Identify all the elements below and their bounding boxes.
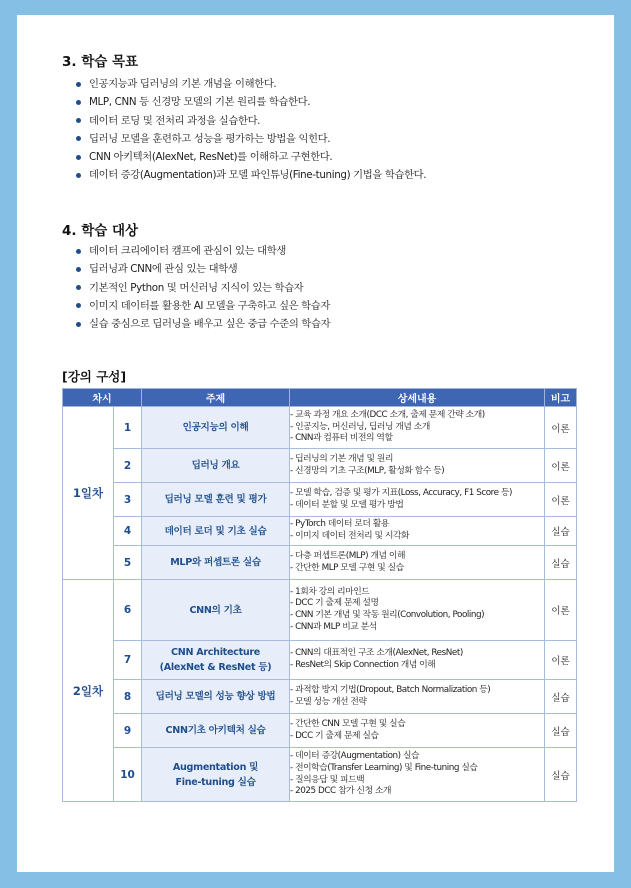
header-topic: 주제 <box>142 389 290 407</box>
bullet-icon <box>76 118 81 123</box>
session-details <box>290 580 545 641</box>
course-table <box>62 388 577 802</box>
session-note: 이론 <box>545 580 577 641</box>
list-item-text: 딥러닝 모델을 훈련하고 성능을 평가하는 방법을 익힌다. <box>89 132 331 145</box>
session-topic <box>142 714 290 748</box>
day-cell: 1일차 <box>63 407 114 580</box>
course-structure-label: [강의 구성] <box>62 369 127 384</box>
bullet-icon <box>76 173 81 178</box>
bullet-icon <box>76 322 81 327</box>
detail-line: - 전이학습(Transfer Learning) 및 Fine-tuning 실습 <box>290 762 478 773</box>
list-item <box>75 130 426 148</box>
session-note: 실습 <box>545 748 577 802</box>
target-audience-list <box>75 242 330 333</box>
session-note: 이론 <box>545 449 577 483</box>
list-item <box>75 315 330 333</box>
detail-line: - 딥러닝의 기본 개념 및 원리 <box>290 453 393 464</box>
list-item <box>75 166 426 184</box>
list-item-text: 이미지 데이터를 활용한 AI 모델을 구축하고 싶은 학습자 <box>89 299 330 312</box>
session-details <box>290 748 545 802</box>
bullet-icon <box>76 249 81 254</box>
bullet-icon <box>76 267 81 272</box>
topic-line: (AlexNet & ResNet 등) <box>159 662 272 673</box>
table-row <box>63 449 577 483</box>
detail-line: - 1회차 강의 리마인드 <box>290 586 370 597</box>
list-item <box>75 242 330 260</box>
session-number: 7 <box>114 641 142 680</box>
session-number: 5 <box>114 546 142 580</box>
table-row <box>63 680 577 714</box>
list-item-text: 데이터 크리에이터 캠프에 관심이 있는 대학생 <box>89 245 286 257</box>
session-note: 실습 <box>545 714 577 748</box>
list-item-text: 딥러닝과 CNN에 관심 있는 대학생 <box>89 263 238 276</box>
session-topic <box>142 449 290 483</box>
topic-line: Fine-tuning 실습 <box>175 776 256 788</box>
detail-line: - ResNet의 Skip Connection 개념 이해 <box>290 660 436 670</box>
session-number: 3 <box>114 483 142 517</box>
detail-line: - CNN과 컴퓨터 비전의 역할 <box>290 433 393 444</box>
session-note: 실습 <box>545 680 577 714</box>
detail-line: - DCC 기 출제 문제 실습 <box>290 730 379 741</box>
table-row <box>63 483 577 517</box>
session-topic <box>142 580 290 641</box>
list-item <box>75 260 330 278</box>
bullet-icon <box>76 100 81 105</box>
session-number: 10 <box>114 748 142 802</box>
detail-line: - 인공지능, 머신러닝, 딥러닝 개념 소개 <box>290 421 430 432</box>
detail-line: - 이미지 데이터 전처리 및 시각화 <box>290 531 410 541</box>
bullet-icon <box>76 285 81 290</box>
detail-line: - DCC 기 출제 문제 설명 <box>290 598 379 609</box>
section-target-audience-title: 4. 학습 대상 <box>62 223 139 239</box>
list-item-text: 기본적인 Python 및 머신러닝 지식이 있는 학습자 <box>89 281 304 294</box>
detail-line: - 과적합 방지 기법(Dropout, Batch Normalization 등) <box>290 684 491 695</box>
session-number: 4 <box>114 517 142 546</box>
topic-line: 인공지능의 이해 <box>182 422 249 433</box>
detail-line: - 데이터 증강(Augmentation) 실습 <box>290 751 420 762</box>
session-topic <box>142 483 290 517</box>
detail-line: - 2025 DCC 참가 신청 소개 <box>290 786 392 797</box>
session-number: 8 <box>114 680 142 714</box>
session-number: 1 <box>114 407 142 449</box>
session-details <box>290 483 545 517</box>
table-row <box>63 580 577 641</box>
topic-line: CNN Architecture <box>170 647 261 658</box>
topic-line: MLP와 퍼셉트론 실습 <box>170 557 261 568</box>
session-topic <box>142 407 290 449</box>
session-number: 2 <box>114 449 142 483</box>
session-details <box>290 546 545 580</box>
topic-line: 딥러닝 개요 <box>191 460 240 471</box>
detail-line: - 교육 과정 개요 소개(DCC 소개, 출제 문제 간략 소개) <box>290 409 485 420</box>
topic-line: 딥러닝 모델의 성능 향상 방법 <box>155 691 276 702</box>
list-item <box>75 112 426 130</box>
table-row <box>63 517 577 546</box>
session-note: 이론 <box>545 641 577 680</box>
session-topic <box>142 748 290 802</box>
day-cell: 2일차 <box>63 580 114 802</box>
list-item-text: 인공지능과 딥러닝의 기본 개념을 이해한다. <box>89 78 277 90</box>
list-item <box>75 93 426 111</box>
topic-line: 데이터 로더 및 기초 실습 <box>164 525 267 537</box>
session-number: 9 <box>114 714 142 748</box>
list-item <box>75 75 426 93</box>
session-note: 실습 <box>545 546 577 580</box>
session-topic <box>142 680 290 714</box>
list-item-text: 데이터 증강(Augmentation)과 모델 파인튜닝(Fine-tuning) 기법을 학습한다. <box>89 169 427 182</box>
detail-line: - 모델 학습, 검증 및 평가 지표(Loss, Accuracy, F1 Score 등) <box>290 487 512 498</box>
session-details <box>290 407 545 449</box>
detail-line: - 질의응답 및 피드백 <box>290 774 365 785</box>
topic-line: Augmentation 및 <box>172 761 259 773</box>
bullet-icon <box>76 82 81 87</box>
detail-line: - 데이터 분할 및 모델 평가 방법 <box>290 499 404 510</box>
header-details: 상세내용 <box>290 389 545 407</box>
table-row <box>63 714 577 748</box>
session-topic <box>142 641 290 680</box>
list-item-text: MLP, CNN 등 신경망 모델의 기본 원리를 학습한다. <box>89 96 311 109</box>
section-learning-goals-title: 3. 학습 목표 <box>62 54 139 70</box>
list-item-text: 데이터 로딩 및 전처리 과정을 실습한다. <box>89 114 261 127</box>
detail-line: - 다층 퍼셉트론(MLP) 개념 이해 <box>290 550 406 561</box>
detail-line: - 간단한 CNN 모델 구현 및 실습 <box>290 718 406 729</box>
table-row <box>63 748 577 802</box>
session-number: 6 <box>114 580 142 641</box>
detail-line: - CNN과 MLP 비교 분석 <box>290 621 377 632</box>
session-details <box>290 680 545 714</box>
bullet-icon <box>76 155 81 160</box>
detail-line: - CNN의 대표적인 구조 소개(AlexNet, ResNet) <box>290 648 463 659</box>
topic-line: CNN의 기초 <box>189 604 242 616</box>
detail-line: - 간단한 MLP 모델 구현 및 실습 <box>290 562 404 573</box>
document-page <box>17 15 614 872</box>
topic-line: 딥러닝 모델 훈련 및 평가 <box>164 494 267 505</box>
session-note: 이론 <box>545 407 577 449</box>
table-row <box>63 407 577 449</box>
course-table-header <box>63 389 577 407</box>
session-details <box>290 714 545 748</box>
session-note: 실습 <box>545 517 577 546</box>
session-note: 이론 <box>545 483 577 517</box>
detail-line: - CNN 기본 개념 및 작동 원리(Convolution, Pooling) <box>290 610 485 620</box>
list-item <box>75 279 330 297</box>
session-details <box>290 449 545 483</box>
topic-line: CNN기초 아키텍처 실습 <box>165 725 266 736</box>
list-item <box>75 148 426 166</box>
header-session: 차시 <box>63 389 142 407</box>
session-topic <box>142 517 290 546</box>
header-note: 비고 <box>545 389 577 407</box>
list-item-text: CNN 아키텍처(AlexNet, ResNet)를 이해하고 구현한다. <box>89 151 333 164</box>
detail-line: - PyTorch 데이터 로더 활용 <box>290 519 389 530</box>
list-item <box>75 297 330 315</box>
session-details <box>290 641 545 680</box>
bullet-icon <box>76 136 81 141</box>
learning-goals-list <box>75 75 426 185</box>
table-row <box>63 641 577 680</box>
session-topic <box>142 546 290 580</box>
bullet-icon <box>76 303 81 308</box>
detail-line: - 신경망의 기초 구조(MLP, 활성화 함수 등) <box>290 465 445 476</box>
session-details <box>290 517 545 546</box>
list-item-text: 실습 중심으로 딥러닝을 배우고 싶은 중급 수준의 학습자 <box>89 318 331 331</box>
table-row <box>63 546 577 580</box>
detail-line: - 모델 성능 개선 전략 <box>290 696 367 707</box>
